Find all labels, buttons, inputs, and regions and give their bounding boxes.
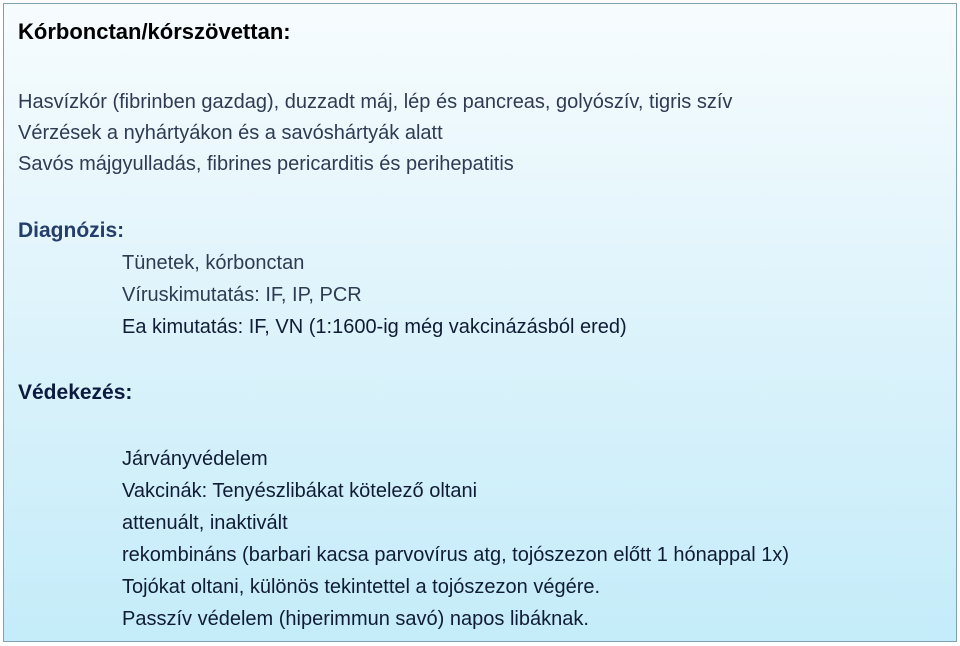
- protection-line: Tojókat oltani, különös tekintettel a tojószezon végére.: [122, 576, 601, 598]
- protection-line: Vakcinák: Tenyészlibákat kötelező oltani: [122, 480, 478, 502]
- protection-line: rekombináns (barbari kacsa parvovírus atg, tojószezon előtt 1 hónappal 1x): [122, 544, 790, 566]
- pathology-line: Savós májgyulladás, fibrines pericarditis és perihepatitis: [18, 153, 514, 175]
- protection-line: Passzív védelem (hiperimmun savó) napos libáknak.: [122, 608, 589, 630]
- pathology-line: Hasvízkór (fibrinben gazdag), duzzadt máj, lép és pancreas, golyószív, tigris szív: [18, 91, 733, 113]
- diagnosis-line: Tünetek, kórbonctan: [122, 252, 305, 274]
- pathology-line: Vérzések a nyhártyákon és a savóshártyák alatt: [18, 122, 443, 144]
- diagnosis-line: Ea kimutatás: IF, VN (1:1600-ig még vakcinázásból ered): [122, 316, 627, 338]
- pathology-heading: Kórbonctan/kórszövettan:: [18, 19, 291, 44]
- protection-line: Járványvédelem: [122, 448, 268, 470]
- diagnosis-line: Víruskimutatás: IF, IP, PCR: [122, 284, 362, 306]
- content-panel: [3, 3, 957, 642]
- protection-heading: Védekezés:: [18, 381, 133, 404]
- protection-line: attenuált, inaktivált: [122, 512, 288, 534]
- diagnosis-heading: Diagnózis:: [18, 219, 125, 242]
